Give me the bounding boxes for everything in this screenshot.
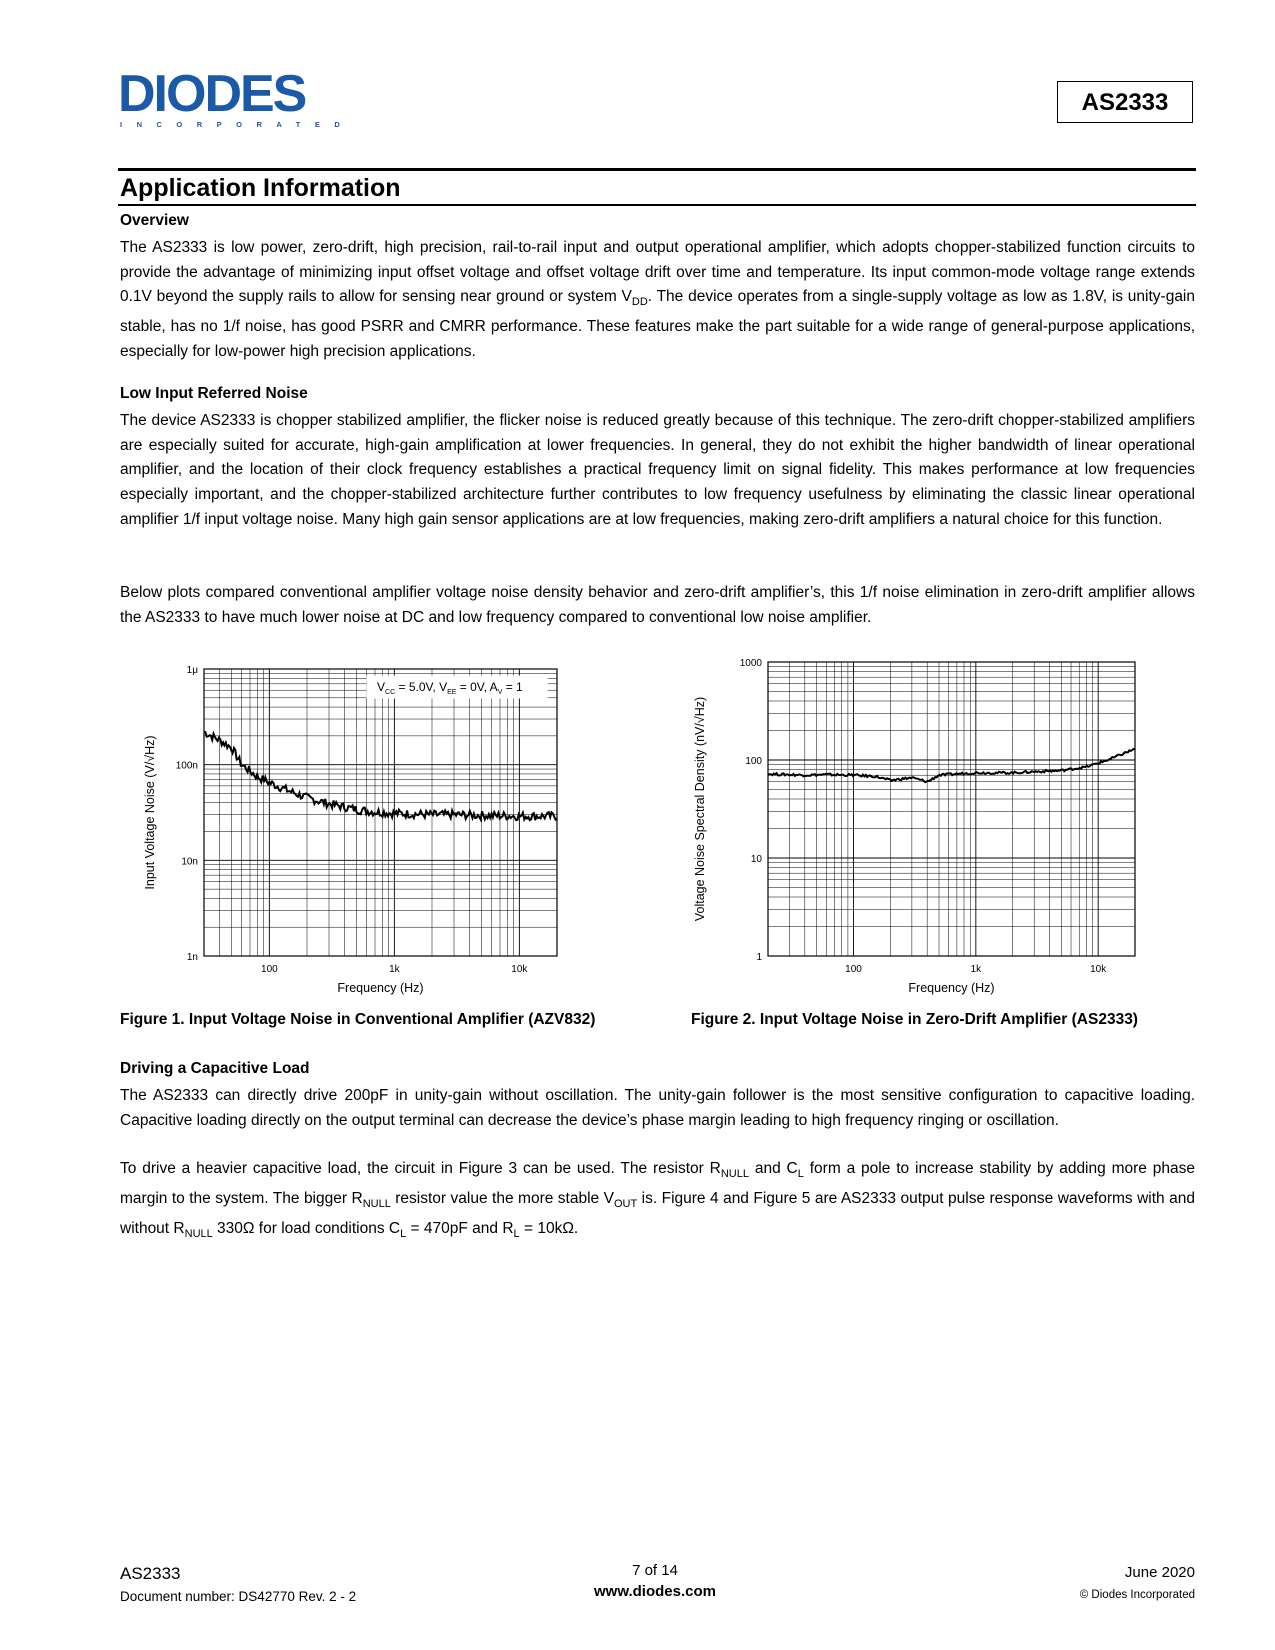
footer-page: 7 of 14 xyxy=(632,1562,678,1579)
y-tick-label: 10n xyxy=(181,856,198,868)
noise-paragraph-2: Below plots compared conventional amplifier voltage noise density behavior and zero-drift amplifier’s, this 1/f noise elimination in zero-drift amplifier allows the AS2333 to have much lower noise at DC and low frequency compared to conventional low noise amplifier. xyxy=(120,584,1195,626)
plot-frame xyxy=(768,662,1135,956)
diodes-logo xyxy=(118,65,355,129)
capload-heading: Driving a Capacitive Load xyxy=(120,1060,310,1077)
footer-part: AS2333 xyxy=(120,1564,181,1583)
overview-heading: Overview xyxy=(120,212,189,229)
logo-subtext: INCORPORATED xyxy=(120,120,355,129)
title-rule-bottom xyxy=(118,204,1196,206)
noise-paragraph: The device AS2333 is chopper stabilized amplifier, the flicker noise is reduced greatly because of this technique. The zero-drift chopper-stabilized amplifiers are especially suited for accurate, high-gain amplification at lower frequencies. In general, they do not exhibit the higher bandwidth of linear operational amplifier, and the location of their clock frequency establishes a practical frequency limit on signal fidelity. This makes performance at low frequencies especially important, and the chopper-stabilized architecture further contributes to low frequency usefulness by eliminating the classic linear operational amplifier 1/f input voltage noise. Many high gain sensor applications are at low frequencies, making zero-drift amplifiers a natural choice for this function. xyxy=(120,412,1195,528)
overview-paragraph: The AS2333 is low power, zero-drift, high precision, rail-to-rail input and output operational amplifier, which adopts chopper-stabilized function circuits to provide the advantage of minimizing input offset voltage and offset voltage drift over time and temperature. Its input common-mode voltage range extends 0.1V beyond the supply rails to allow for sensing near ground or system $V_{DD}$. The device operates from a single-supply voltage as low as 1.8V, is unity-gain stable, has no 1/f noise, has good PSRR and CMRR performance. These features make the part suitable for a wide range of general-purpose applications, especially for low-power high precision applications. xyxy=(120,239,1195,360)
footer-url[interactable]: www.diodes.com xyxy=(594,1583,716,1600)
x-tick-label: 100 xyxy=(261,964,278,975)
x-tick-label: 1k xyxy=(970,964,982,975)
y-tick-label: 1n xyxy=(186,952,198,963)
part-number-box: AS2333 xyxy=(1057,81,1193,123)
x-tick-label: 1k xyxy=(389,964,400,975)
annotation-text: $V_{CC} = 5.0V$, $V_{EE} = 0V$, $A_V = 1$ xyxy=(377,680,523,696)
y-tick-label: 1 xyxy=(756,952,762,963)
figure-1-caption: Figure 1. Input Voltage Noise in Conventional Amplifier (AZV832) xyxy=(120,1011,596,1028)
footer-doc-number: Document number: DS42770 Rev. 2 - 2 xyxy=(120,1589,357,1604)
x-axis-label: Frequency (Hz) xyxy=(908,981,995,995)
x-tick-label: 10k xyxy=(511,964,528,975)
series-line-azv832 xyxy=(204,732,557,820)
chart-figure-1 xyxy=(140,655,580,995)
y-tick-label: 100n xyxy=(175,760,198,772)
x-tick-label: 100 xyxy=(845,964,862,975)
y-tick-label: 100 xyxy=(745,756,762,767)
title-rule-top xyxy=(118,168,1196,171)
x-tick-label: 10k xyxy=(1090,964,1107,975)
y-tick-label: 10 xyxy=(750,854,762,865)
y-axis-label: Voltage Noise Spectral Density (nV/√Hz) xyxy=(693,696,707,922)
capload-paragraph-2: To drive a heavier capacitive load, the circuit in Figure 3 can be used. The resistor $R_{NULL}$ and $C_L$ form a pole to increase stability by adding more phase margin to the system. The bigger $R_{NULL}$ resistor value the more stable $V_{OUT}$ is. Figure 4 and Figure 5 are AS2333 output pulse response waveforms with and without $R_{NULL}$ 330Ω for load conditions $C_L = 470pF$ and $R_L = 10k\Omega$. xyxy=(120,1160,1195,1240)
capload-paragraph-1: The AS2333 can directly drive 200pF in unity-gain without oscillation. The unity-gain follower is the most sensitive configuration to capacitive loading. Capacitive loading directly on the output terminal can decrease the device’s phase margin leading to high frequency ringing or oscillation. xyxy=(120,1087,1195,1129)
section-title: Application Information xyxy=(120,174,401,202)
logo-text: DIODES xyxy=(118,65,306,123)
chart-figure-2 xyxy=(693,655,1150,995)
y-axis-label: Input Voltage Noise (V/√Hz) xyxy=(143,735,157,890)
figure-2-caption: Figure 2. Input Voltage Noise in Zero-Drift Amplifier (AS2333) xyxy=(691,1011,1138,1028)
footer-copyright: © Diodes Incorporated xyxy=(1079,1589,1195,1601)
y-tick-label: 1μ xyxy=(186,665,198,676)
y-tick-label: 1000 xyxy=(739,658,762,669)
series-line-as2333 xyxy=(768,749,1135,782)
x-axis-label: Frequency (Hz) xyxy=(337,981,424,995)
noise-heading: Low Input Referred Noise xyxy=(120,385,308,402)
footer-date: June 2020 xyxy=(1124,1564,1195,1581)
